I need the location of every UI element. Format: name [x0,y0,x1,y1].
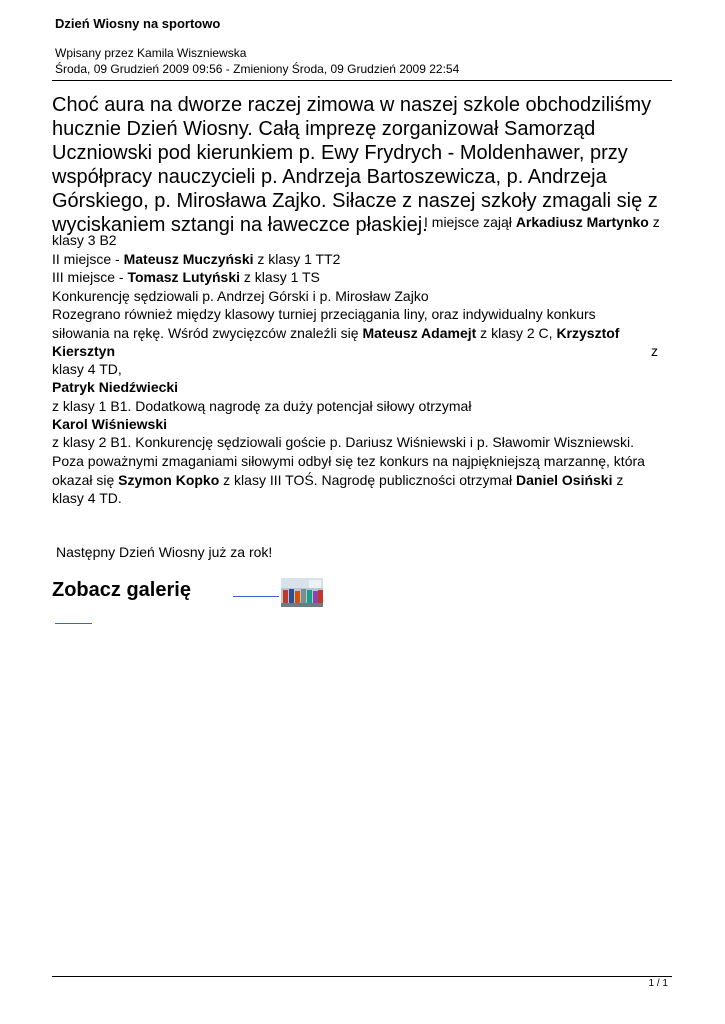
first-place-name: Arkadiusz Martynko [515,214,649,230]
third-place-name: Tomasz Lutyński [127,269,241,285]
lead-line: hucznie Dzień Wiosny. Całą imprezę zorganizował Samorząd [52,118,596,140]
winner-name [52,378,178,396]
tug-line-mid: z klasy 2 C, [476,325,557,341]
marzanna-mid: z klasy III TOŚ. Nagrodę publiczności otrzymał [219,472,516,488]
page-number: 1 / 1 [648,978,668,989]
lead-line: Górskiego, p. Mirosława Zajko. Siłacze z naszej szkoły zmagali się z [52,190,658,212]
winner-class-line: z klasy 1 B1. Dodatkową nagrodę za duży potencjał siłowy otrzymał [52,398,472,414]
lead-line: Uczniowski pod kierunkiem p. Ewy Frydrych - Moldenhawer, przy [52,142,628,164]
winner-name-text: Karol Wiśniewski [52,416,168,432]
lead-last-text: wyciskaniem sztangi na ławeczce płaskiej. [52,214,428,236]
second-place-name: Mateusz Muczyński [123,251,254,267]
gallery-link[interactable] [233,596,279,597]
winner-class-line: z klasy 2 B1. Konkurencję sędziowali goście p. Dariusz Wiśniewski i p. Sławomir Wiszniewski. [52,434,634,450]
first-place-suffix: z [648,214,660,230]
gallery-thumbnail-image [281,578,323,607]
lead-line: współpracy nauczycieli p. Andrzeja Bartoszewicza, p. Andrzeja [52,166,607,188]
third-place-line [52,268,320,286]
third-place-suffix: z klasy 1 TS [240,269,320,285]
public-suffix: z [612,472,624,488]
second-place-suffix: z klasy 1 TT2 [253,251,341,267]
first-place-prefix: I miejsce zajął [424,214,516,230]
public-class: klasy 4 TD. [52,490,122,506]
second-place-line [52,250,340,268]
tug-winner-class: klasy 4 TD, [52,361,122,377]
tug-winner-name: Mateusz Adamejt [362,325,477,341]
date-line: Środa, 09 Grudzień 2009 09:56 - Zmieniony Środa, 09 Grudzień 2009 22:54 [55,62,460,76]
header-divider [52,80,672,81]
tug-line-prefix: siłowania na rękę. Wśród zwycięzców znaleźli się [52,325,363,341]
winner-name-text: Patryk Niedźwiecki [52,379,179,395]
gallery-secondary-link[interactable] [55,623,92,624]
third-place-prefix: III miejsce - [52,269,128,285]
author-line: Wpisany przez Kamila Wiszniewska [55,46,247,60]
tug-line: Rozegrano również między klasowy turniej przeciągania liny, oraz indywidualny konkurs [52,306,596,322]
second-place-prefix: II miejsce - [52,251,124,267]
tug-winner-surname: Kiersztyn [52,343,116,359]
first-place-line [424,214,660,230]
judges-line: Konkurencję sędziowali p. Andrzej Górski i p. Mirosław Zajko [52,288,429,304]
marzanna-line [52,471,623,489]
closing-line: Następny Dzień Wiosny już za rok! [56,544,273,560]
gallery-heading: Zobacz galerię [52,579,191,601]
tug-winner-name: Krzysztof [556,325,620,341]
public-winner: Daniel Osiński [516,472,613,488]
winner-name [52,415,167,433]
marzanna-line: Poza poważnymi zmaganiami siłowymi odbył się tez konkurs na najpiękniejszą marzannę, która [52,453,645,469]
page-title: Dzień Wiosny na sportowo [55,16,221,31]
gallery-thumbnail[interactable] [281,578,323,607]
first-place-class: klasy 3 B2 [52,232,117,248]
marzanna-prefix: okazał się [52,472,119,488]
tug-winner-z: z [651,343,658,359]
lead-line: Choć aura na dworze raczej zimowa w naszej szkole obchodziliśmy [52,94,652,116]
tug-line [52,324,619,342]
marzanna-winner: Szymon Kopko [118,472,220,488]
footer-divider [52,976,672,977]
tug-winner-cont [52,342,115,360]
